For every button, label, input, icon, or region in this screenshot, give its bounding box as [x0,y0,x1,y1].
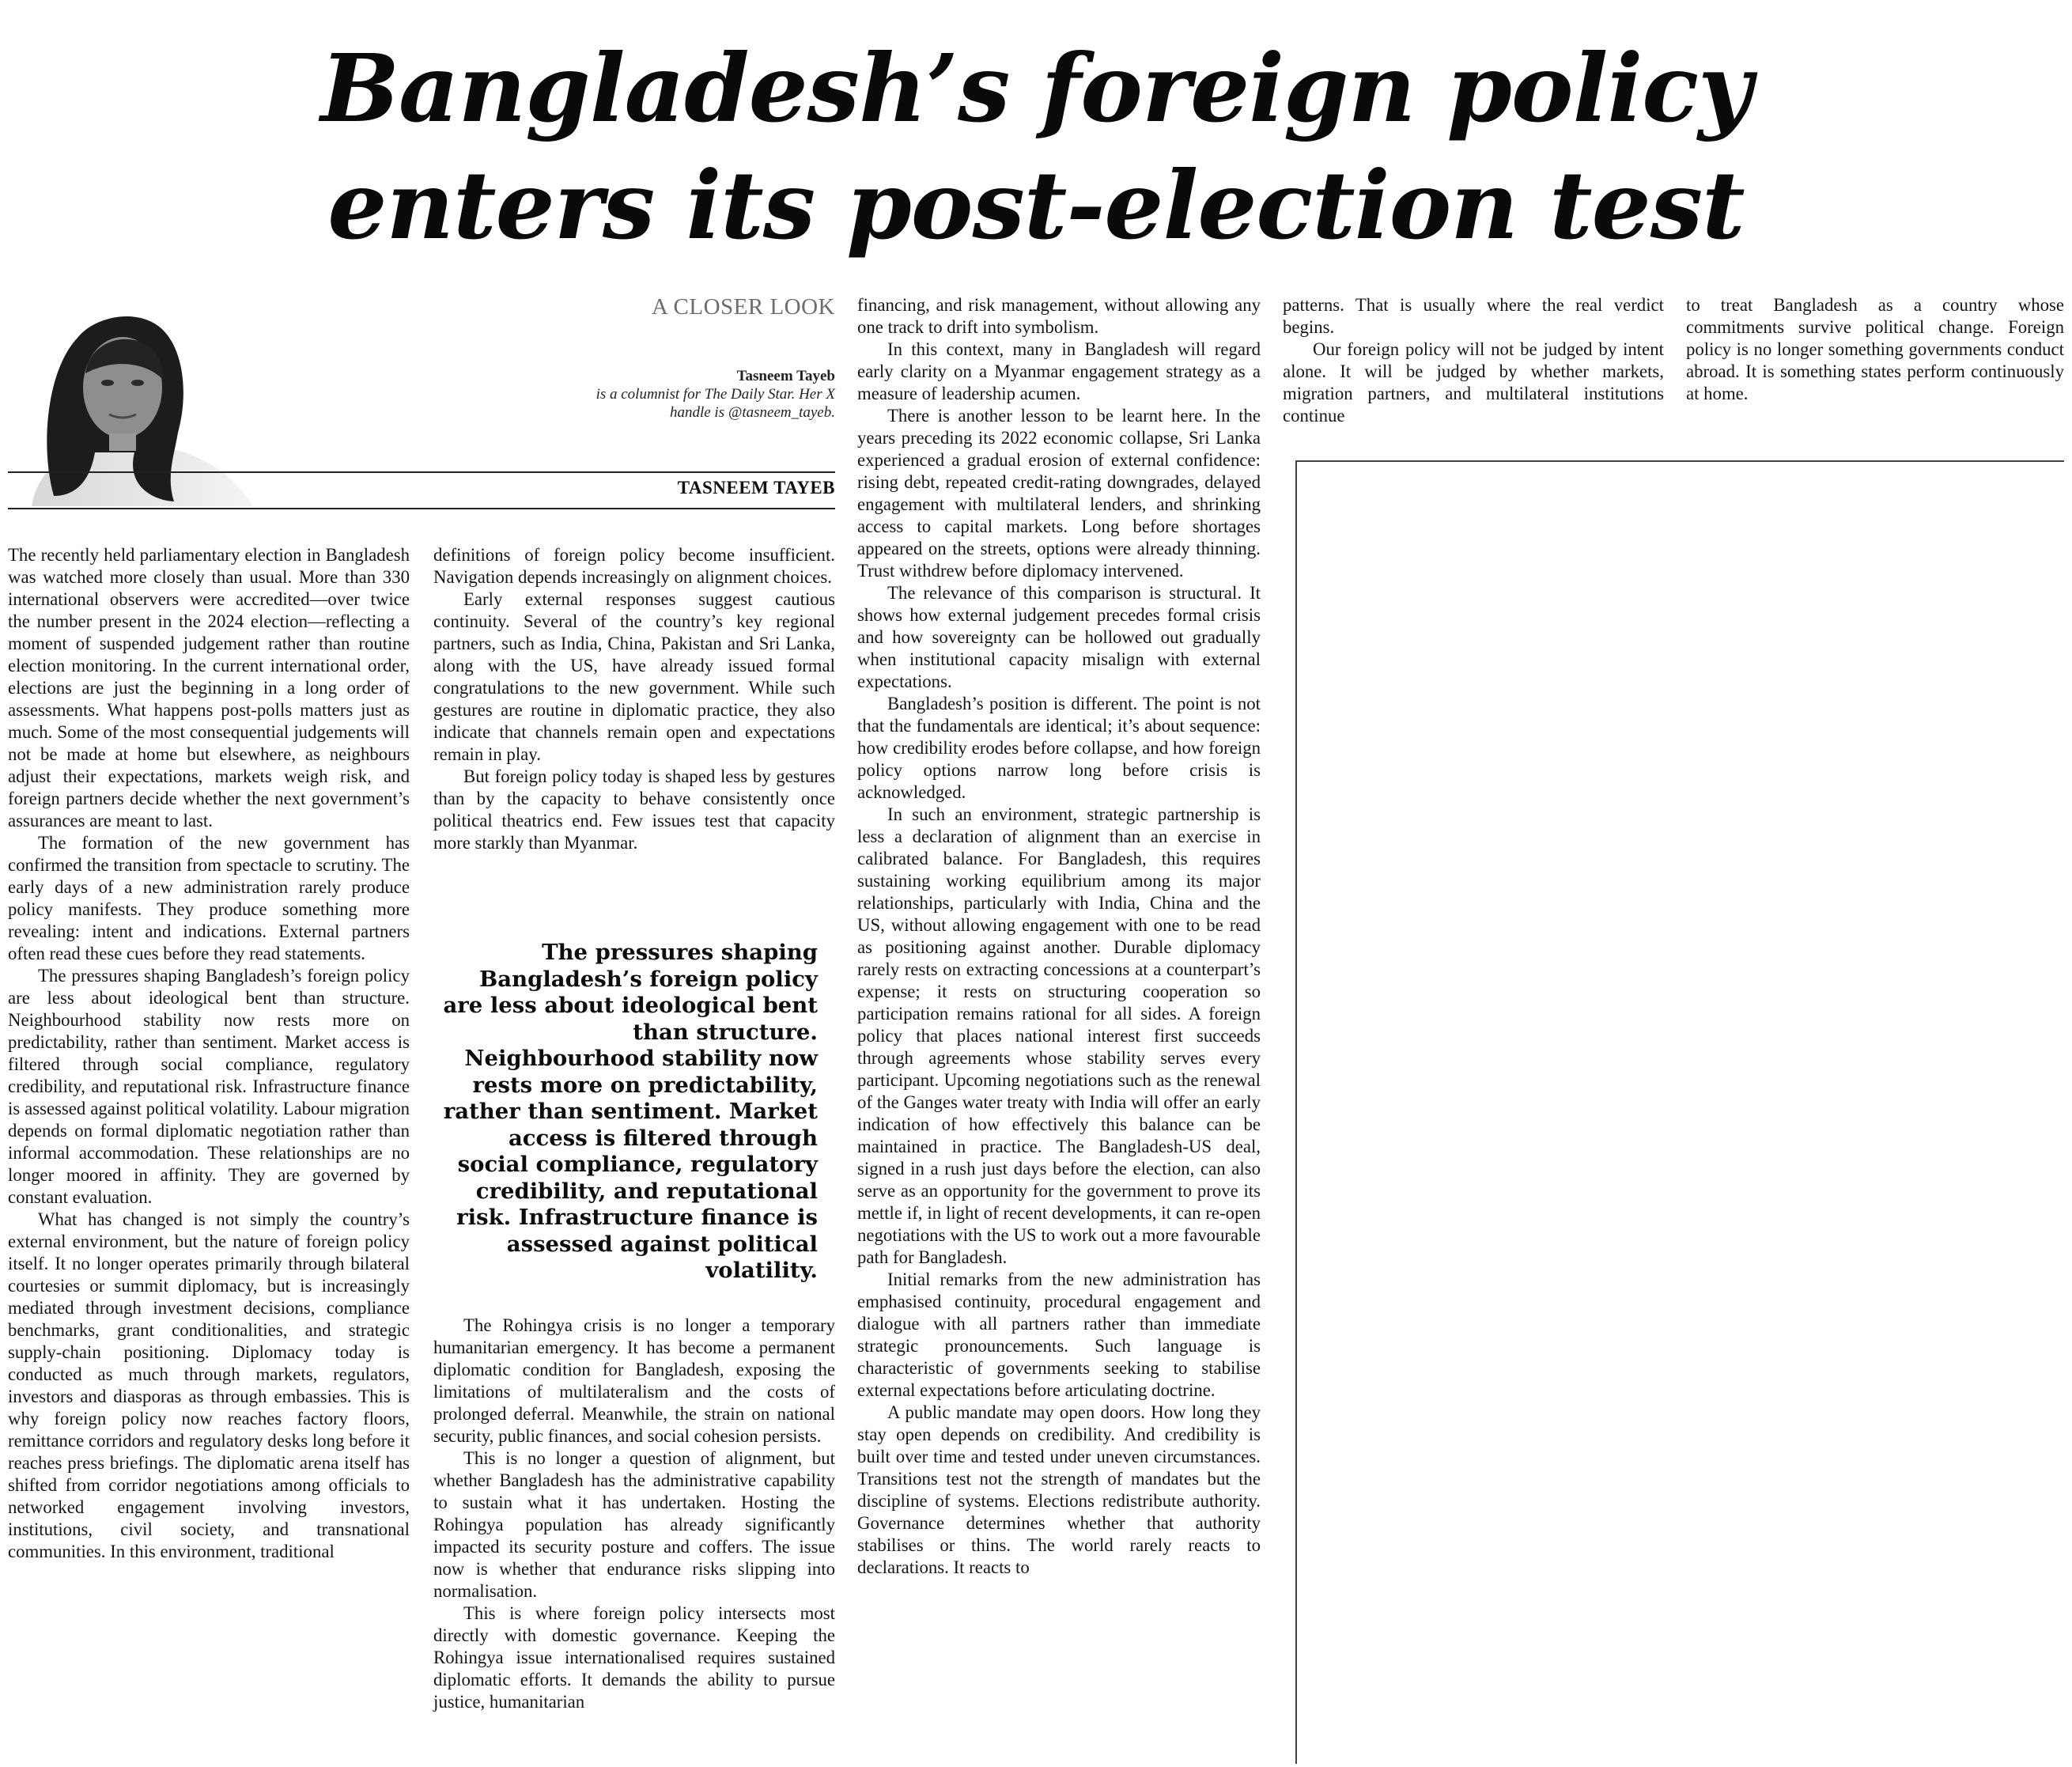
paragraph: The recently held parliamentary election in Bangladesh was watched more closely than usual. More than 330 international observers were accredited—over twice the number present in the 2024 election—reflecting a moment of suspended judgement rather than routine election monitoring. In the current international order, elections are just the beginning in a long order of assessments. What happens post-polls matters just as much. Some of the most consequential judgements will not be made at home but elsewhere, as neighbours adjust their expectations, markets weigh risk, and foreign partners decide whether the next government’s assurances are meant to last. [8,545,410,831]
byline-rule [8,471,835,473]
article-column-1 [8,544,410,1563]
article-column-2-bottom [433,1315,835,1713]
paragraph: patterns. That is usually where the real verdict begins. [1283,295,1664,337]
paragraph: This is where foreign policy intersects most directly with domestic governance. Keeping the Rohingya issue internationalised requires sustained diplomatic efforts. It demands the ability to pursue justice, humanitarian [433,1603,835,1712]
author-photo [16,294,301,506]
paragraph: Early external responses suggest cautious continuity. Several of the country’s key regional partners, such as India, China, Pakistan and Sri Lanka, along with the US, have already issued formal congratulations to the new government. While such gestures are routine in diplomatic practice, they also indicate that channels remain open and expectations remain in play. [433,589,835,764]
pull-quote: The pressures shaping Bangladesh’s foreign policy are less about ideological bent than structure. Neighbourhood stability now rests more on predictability, rather than sentiment. Market access is filtered through social compliance, regulatory credibility, and reputational risk. Infrastructure finance is assessed against political volatility. [443,940,818,1283]
byline-bottom-rule [8,508,835,509]
paragraph: The formation of the new government has confirmed the transition from spectacle to scrutiny. The early days of a new administration rarely produce policy manifests. They produce something more revealing: intent and indications. External partners often read these cues before they read statements. [8,833,410,963]
article-column-2-top [433,544,835,854]
paragraph: financing, and risk management, without allowing any one track to drift into symbolism. [857,295,1261,337]
paragraph: to treat Bangladesh as a country whose commitments survive political change. Foreign policy is no longer something governments conduct abroad. It is something states perform continuously at home. [1686,295,2064,403]
paragraph: What has changed is not simply the country’s external environment, but the nature of foreign policy itself. It no longer operates primarily through bilateral courtesies or summit diplomacy, but is increasingly mediated through investment decisions, compliance benchmarks, grant conditionalities, and strategic supply-chain positioning. Diplomacy today is conducted as much through markets, regulators, investors and diasporas as through embassies. This is why foreign policy now reaches factory floors, remittance corridors and regulatory desks long before it reaches press briefings. The diplomatic arena itself has shifted from corridor negotiations among officials to networked engagement involving investors, institutions, civil society, and transnational communities. In this environment, traditional [8,1209,410,1561]
paragraph: The Rohingya crisis is no longer a temporary humanitarian emergency. It has become a permanent diplomatic condition for Bangladesh, exposing the limitations of multilateralism and the costs of prolonged deferral. Meanwhile, the strain on national security, public finances, and social cohesion persists. [433,1315,835,1446]
headline-line-1: Bangladesh’s foreign policy [320,33,1752,143]
paragraph: There is another lesson to be learnt here. In the years preceding its 2022 economic collapse, Sri Lanka experienced a gradual erosion of external confidence: rising debt, repeated credit-rating downgrades, delayed engagement with multilateral lenders, and shrinking access to capital markets. Long before shortages appeared on the streets, options were already thinning. Trust withdrew before diplomacy intervened. [857,406,1261,581]
paragraph: Our foreign policy will not be judged by intent alone. It will be judged by whether markets, migration partners, and multilateral institutions continue [1283,339,1664,426]
paragraph: Initial remarks from the new administration has emphasised continuity, procedural engagement and dialogue with all partners rather than immediate strategic pronouncements. Such language is characteristic of governments seeking to stabilise external expectations before articulating doctrine. [857,1269,1261,1400]
paragraph: The pressures shaping Bangladesh’s foreign policy are less about ideological bent than structure. Neighbourhood stability now rests more on predictability, rather than sentiment. Market access is filtered through social compliance, regulatory credibility, and reputational risk. Infrastructure finance is assessed against political volatility. Labour migration depends on formal diplomatic negotiation rather than informal accommodation. These relationships are no longer moored in affinity. They are governed by constant evaluation. [8,966,410,1207]
headline-line-2: enters its post-election test [327,150,1745,260]
bio-name: Tasneem Tayeb [736,368,835,384]
article-column-5 [1686,294,2064,405]
article-column-3 [857,294,1261,1579]
byline: TASNEEM TAYEB [677,478,835,498]
bio-line-2: handle is @tasneem_tayeb. [669,404,835,421]
article-column-4 [1283,294,1664,427]
author-bio [490,367,835,422]
paragraph: definitions of foreign policy become insufficient. Navigation depends increasingly on alignment choices. [433,545,835,587]
paragraph: A public mandate may open doors. How long they stay open depends on credibility. And credibility is built over time and tested under uneven circumstances. Transitions test not the strength of mandates but the discipline of systems. Elections redistribute authority. Governance determines whether that authority stabilises or thins. The world rarely reacts to declarations. It reacts to [857,1402,1261,1577]
headline [119,30,1953,264]
paragraph: But foreign policy today is shaped less by gestures than by the capacity to behave consistently once political theatrics end. Few issues test that capacity more starkly than Myanmar. [433,766,835,853]
paragraph: In such an environment, strategic partnership is less a declaration of alignment than an exercise in calibrated balance. For Bangladesh, this requires sustaining working equilibrium among its major relationships, particularly with India, China and the US, without allowing engagement with one to be read as positioning against another. Durable diplomacy rarely rests on extracting concessions at a counterpart’s expense; it rests on structuring cooperation so participation remains rational for all sides. A foreign policy that places national interest first succeeds through agreements whose stability serves every participant. Upcoming negotiations such as the renewal of the Ganges water treaty with India will offer an early indication of how effectively this balance can be maintained in practice. The Bangladesh-US deal, signed in a rush just days before the election, can also serve as an opportunity for the government to prove its mettle if, in light of recent developments, it can re-open negotiations with the US to work out a more favourable path for Bangladesh. [857,804,1261,1267]
paragraph: This is no longer a question of alignment, but whether Bangladesh has the administrative capability to sustain what it has undertaken. Hosting the Rohingya population has already significantly impacted its security posture and coffers. The issue now is whether that endurance risks slipping into normalisation. [433,1448,835,1601]
paragraph: Bangladesh’s position is different. The point is not that the fundamentals are identical; it’s about sequence: how credibility erodes before collapse, and how foreign policy options narrow long before crisis is acknowledged. [857,694,1261,802]
blank-ad-space [1295,460,2064,1764]
bio-line-1: is a columnist for The Daily Star. Her X [596,386,835,403]
section-label: A CLOSER LOOK [651,294,835,320]
paragraph: In this context, many in Bangladesh will regard early clarity on a Myanmar engagement strategy as a measure of leadership acumen. [857,339,1261,403]
paragraph: The relevance of this comparison is structural. It shows how external judgement precedes formal crisis and how sovereignty can be hollowed out gradually when institutional capacity misalign with external expectations. [857,583,1261,691]
